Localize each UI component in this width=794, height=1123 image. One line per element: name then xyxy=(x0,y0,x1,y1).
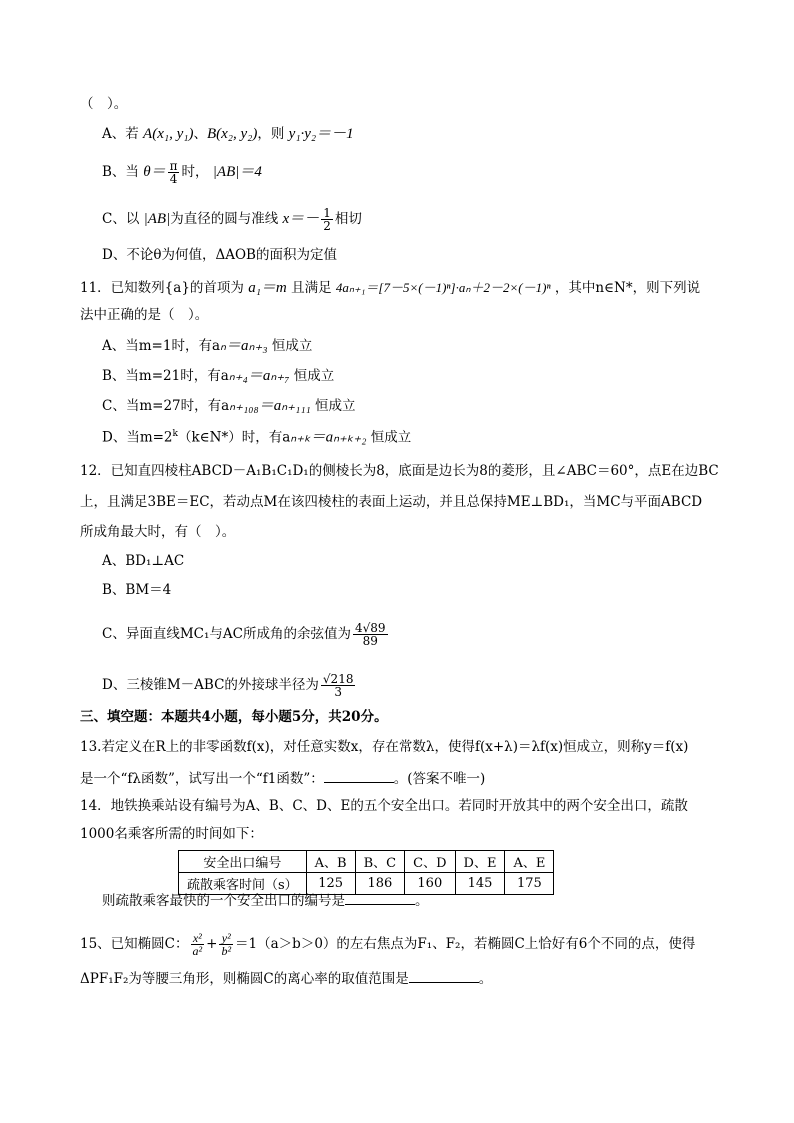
q11-option-c: C、当m=27时，有aₙ₊₁₀₈＝aₙ₊₁₁₁ 恒成立 xyxy=(102,398,356,414)
q12-option-c: C、异面直线MC₁与AC所成角的余弦值为 $\frac{4√89}{89}$ xyxy=(102,621,386,648)
q15-stem-line1: 15、已知椭圆C： $\frac{\text{x²}}{\text{a²}}$ + $\frac{\text{y²}}{\text{b²}}$ ＝1（a＞b＞0）的左右焦点为F₁、F₂，若椭圆C上恰好有6个不同的点，使得 xyxy=(80,931,696,958)
q15-answer-blank[interactable] xyxy=(409,970,479,983)
q12-option-d: D、三棱锥M－ABC的外接球半径为 $\frac{√218}{3}$ xyxy=(102,672,354,699)
table-row: 疏散乘客时间（s） 125 186 160 145 175 xyxy=(179,873,554,895)
q11-stem-line2: 法中正确的是（ ）。 xyxy=(80,307,209,323)
q11-option-b: B、当m=21时，有aₙ₊₄＝aₙ₊₇ 恒成立 xyxy=(102,368,335,384)
q11-stem-line1: 11．已知数列{a}的首项为 a₁＝m 且满足 4aₙ₊₁＝[7－5×(－1)ⁿ]·aₙ＋2－2×(－1)ⁿ ，其中n∈N*，则下列说 xyxy=(80,280,701,296)
q14-stem-line2: 1000名乘客所需的时间如下： xyxy=(80,826,263,842)
q12-option-b: B、BM＝4 xyxy=(102,582,172,598)
q11-option-d: D、当$m=2^k(k\in N*)$时，有aₙ₊ₖ＝aₙ₊ₖ₊₂ 恒成立 xyxy=(102,429,412,446)
q12-option-a: A、BD₁⊥AC xyxy=(102,553,185,569)
q13-answer-blank[interactable] xyxy=(324,770,394,783)
q12-stem-line3: 所成角最大时，有（ ）。 xyxy=(80,524,236,540)
q13-stem-line1: 13.若定义在R上的非零函数f(x)，对任意实数x，存在常数λ，使得f(x+λ)＝λf(x)恒成立，则称y＝f(x) xyxy=(80,739,689,755)
q14-answer-line: 则疏散乘客最快的一个安全出口的编号是 。 xyxy=(102,893,429,909)
section-3-heading: 三、填空题：本题共4小题，每小题5分，共20分。 xyxy=(80,709,388,725)
q10-option-a: A、若 A(x₁, y₁)、B(x₂, y₂)，则 y₁·y₂＝－1 xyxy=(102,126,354,142)
table-row: 安全出口编号 A、B B、C C、D D、E A、E xyxy=(179,851,554,873)
q12-stem-line1: 12．已知直四棱柱ABCD－A₁B₁C₁D₁的侧棱长为8，底面是边长为8的菱形，且∠ABC＝60°，点E在边BC xyxy=(80,463,719,479)
line-cont: （ ）。 xyxy=(80,96,128,112)
q14-stem-line1: 14．地铁换乘站设有编号为A、B、C、D、E的五个安全出口。若同时开放其中的两个安全出口，疏散 xyxy=(80,798,688,814)
q10-option-b: B、当 θ＝ $\frac{\pi}{4}$ 时， |AB|＝4 xyxy=(102,159,262,186)
evacuation-time-table xyxy=(178,850,554,895)
q10-option-d: D、不论θ为何值，ΔAOB的面积为定值 xyxy=(102,247,337,263)
q12-stem-line2: 上，且满足3BE＝EC，若动点M在该四棱柱的表面上运动，并且总保持ME⊥BD₁，当MC与平面ABCD xyxy=(80,494,703,510)
q10-option-c: C、以 |AB|为直径的圆与准线 x＝－ $\frac{1}{2}$ 相切 xyxy=(102,206,362,233)
q11-option-a: A、当m=1时，有aₙ＝aₙ₊₃ 恒成立 xyxy=(102,338,313,354)
q15-stem-line2: ΔPF₁F₂为等腰三角形，则椭圆C的离心率的取值范围是 。 xyxy=(80,971,493,987)
q13-stem-line2: 是一个“fλ函数”，试写出一个“f1函数”： 。(答案不唯一) xyxy=(80,771,486,787)
q14-answer-blank[interactable] xyxy=(345,892,415,905)
